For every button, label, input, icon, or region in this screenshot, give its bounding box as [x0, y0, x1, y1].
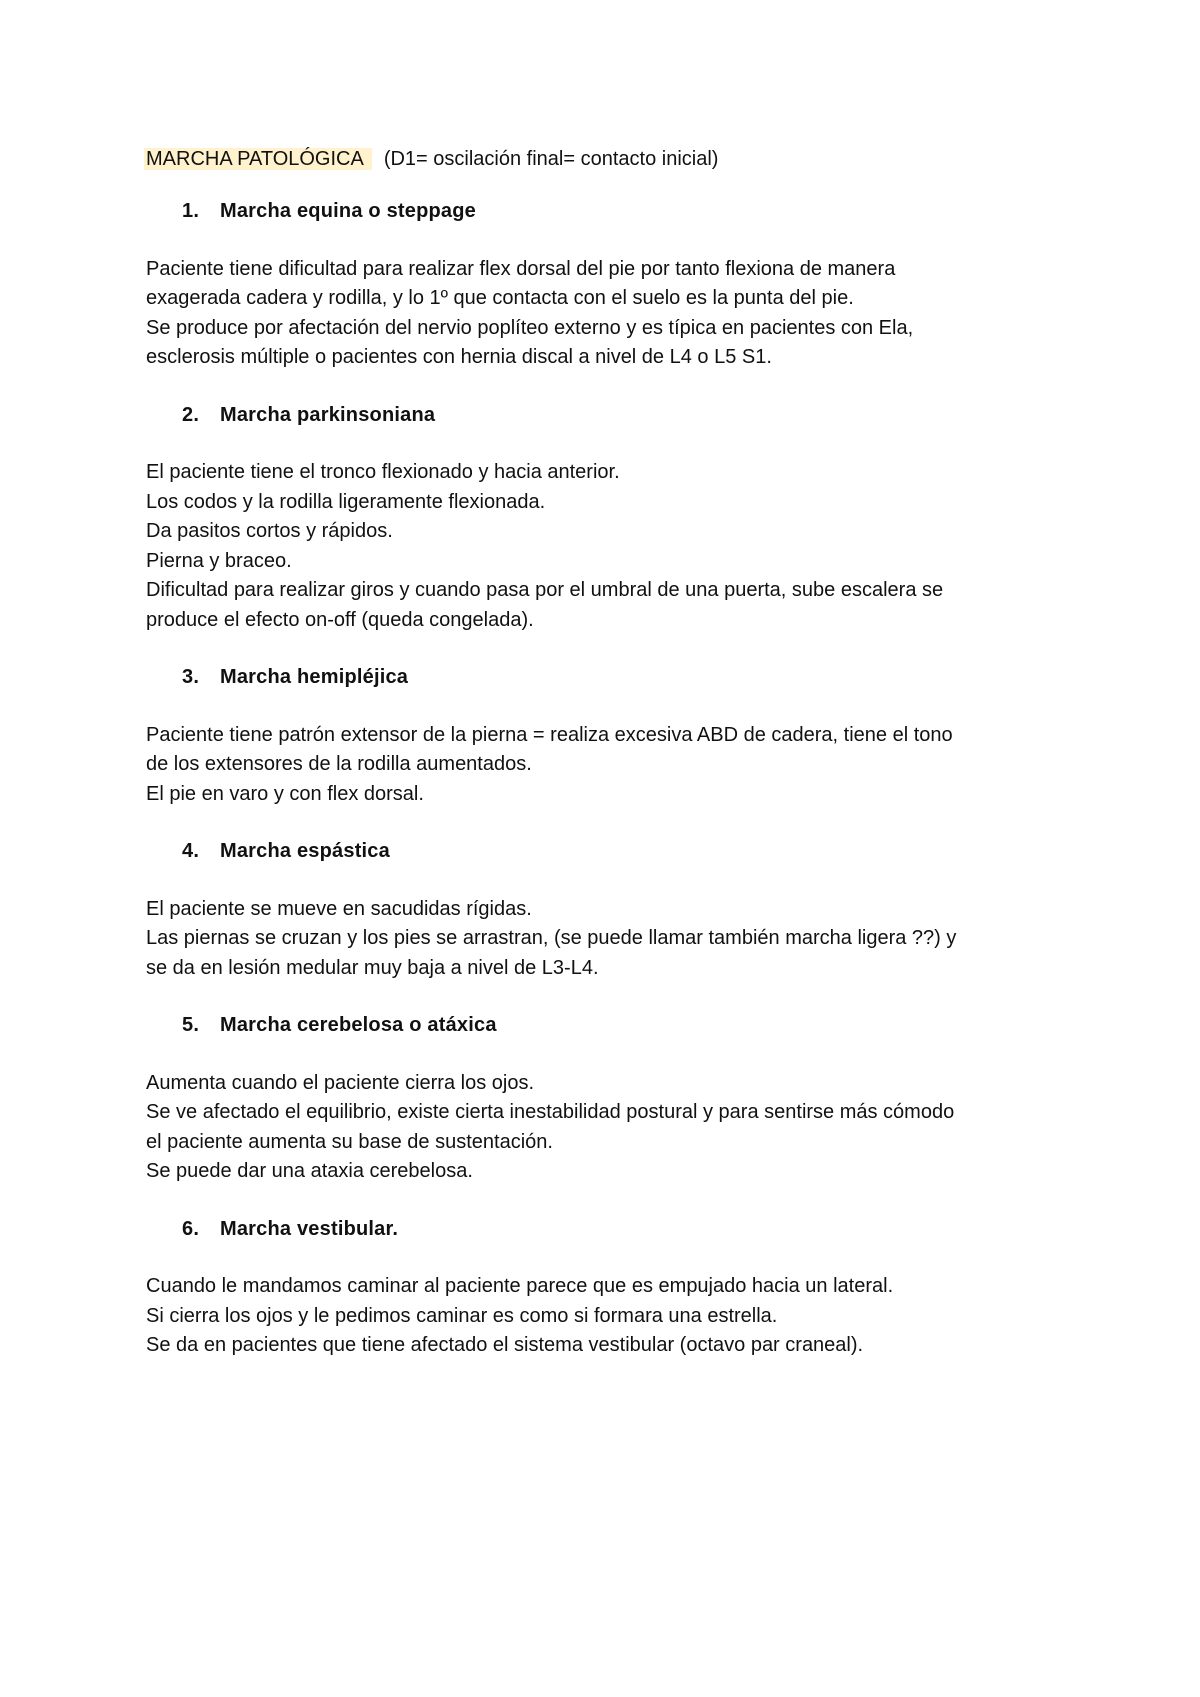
section-title: Marcha equina o steppage [220, 200, 476, 222]
body-text-line: Dificultad para realizar giros y cuando pasa por el umbral de una puerta, sube escalera se [146, 579, 944, 601]
document-title-line [146, 145, 1076, 175]
section-heading [146, 663, 1076, 693]
body-text-line: Da pasitos cortos y rápidos. [146, 520, 393, 542]
section-title: Marcha espástica [220, 840, 390, 862]
section-body [146, 1272, 1076, 1361]
section-number: 6. [182, 1217, 200, 1240]
section-1 [146, 197, 1076, 373]
body-text-line: Los codos y la rodilla ligeramente flexionada. [146, 490, 546, 513]
body-text-line: Aumenta cuando el paciente cierra los ojos. [146, 1071, 535, 1094]
body-text-line: Las piernas se cruzan y los pies se arrastran, (se puede llamar también marcha ligera ??) y [146, 927, 957, 949]
section-body [146, 255, 1076, 373]
section-title: Marcha vestibular. [220, 1217, 399, 1240]
body-text-line: de los extensores de la rodilla aumentados. [146, 753, 532, 775]
section-body [146, 721, 1076, 810]
section-title: Marcha hemipléjica [220, 666, 409, 688]
section-5 [146, 1011, 1076, 1187]
section-title: Marcha cerebelosa o atáxica [220, 1014, 497, 1036]
section-heading [146, 197, 1076, 227]
body-text-line: Cuando le mandamos caminar al paciente parece que es empujado hacia un lateral. [146, 1275, 894, 1297]
body-text-line: Se da en pacientes que tiene afectado el sistema vestibular (octavo par craneal). [146, 1334, 864, 1356]
section-6 [146, 1215, 1076, 1361]
section-number: 4. [182, 840, 200, 862]
sections-container [146, 197, 1076, 1361]
section-number: 1. [182, 200, 200, 222]
section-number: 5. [182, 1014, 200, 1036]
section-heading [146, 1011, 1076, 1041]
body-text-line: el paciente aumenta su base de sustentación. [146, 1130, 553, 1153]
body-text-line: El paciente tiene el tronco flexionado y hacia anterior. [146, 461, 620, 483]
section-number: 3. [182, 666, 200, 688]
body-text-line: Si cierra los ojos y le pedimos caminar es como si formara una estrella. [146, 1304, 778, 1327]
section-body [146, 458, 1076, 635]
section-body [146, 895, 1076, 984]
body-text-line: Paciente tiene dificultad para realizar flex dorsal del pie por tanto flexiona de manera [146, 257, 896, 280]
section-title: Marcha parkinsoniana [220, 403, 436, 426]
body-text-line: Se ve afectado el equilibrio, existe cierta inestabilidad postural y para sentirse más cómodo [146, 1101, 955, 1123]
document-title: MARCHA PATOLÓGICA [144, 148, 372, 170]
body-text-line: exagerada cadera y rodilla, y lo 1º que contacta con el suelo es la punta del pie. [146, 287, 854, 309]
body-text-line: Paciente tiene patrón extensor de la pierna = realiza excesiva ABD de cadera, tiene el tono [146, 723, 953, 746]
section-heading [146, 837, 1076, 867]
document-title-note: (D1= oscilación final= contacto inicial) [383, 148, 719, 170]
section-number: 2. [182, 403, 200, 426]
body-text-line: El pie en varo y con flex dorsal. [146, 782, 424, 805]
body-text-line: Se puede dar una ataxia cerebelosa. [146, 1160, 473, 1182]
body-text-line: produce el efecto on-off (queda congelada). [146, 608, 534, 631]
document-page [146, 145, 1076, 1389]
section-2 [146, 401, 1076, 636]
body-text-line: esclerosis múltiple o pacientes con hernia discal a nivel de L4 o L5 S1. [146, 346, 772, 368]
body-text-line: El paciente se mueve en sacudidas rígidas. [146, 897, 532, 920]
section-heading [146, 401, 1076, 431]
body-text-line: Se produce por afectación del nervio poplíteo externo y es típica en pacientes con Ela, [146, 316, 914, 339]
body-text-line: se da en lesión medular muy baja a nivel de L3-L4. [146, 956, 599, 979]
body-text-line: Pierna y braceo. [146, 549, 292, 572]
section-heading [146, 1215, 1076, 1245]
section-3 [146, 663, 1076, 809]
section-body [146, 1069, 1076, 1187]
section-4 [146, 837, 1076, 983]
